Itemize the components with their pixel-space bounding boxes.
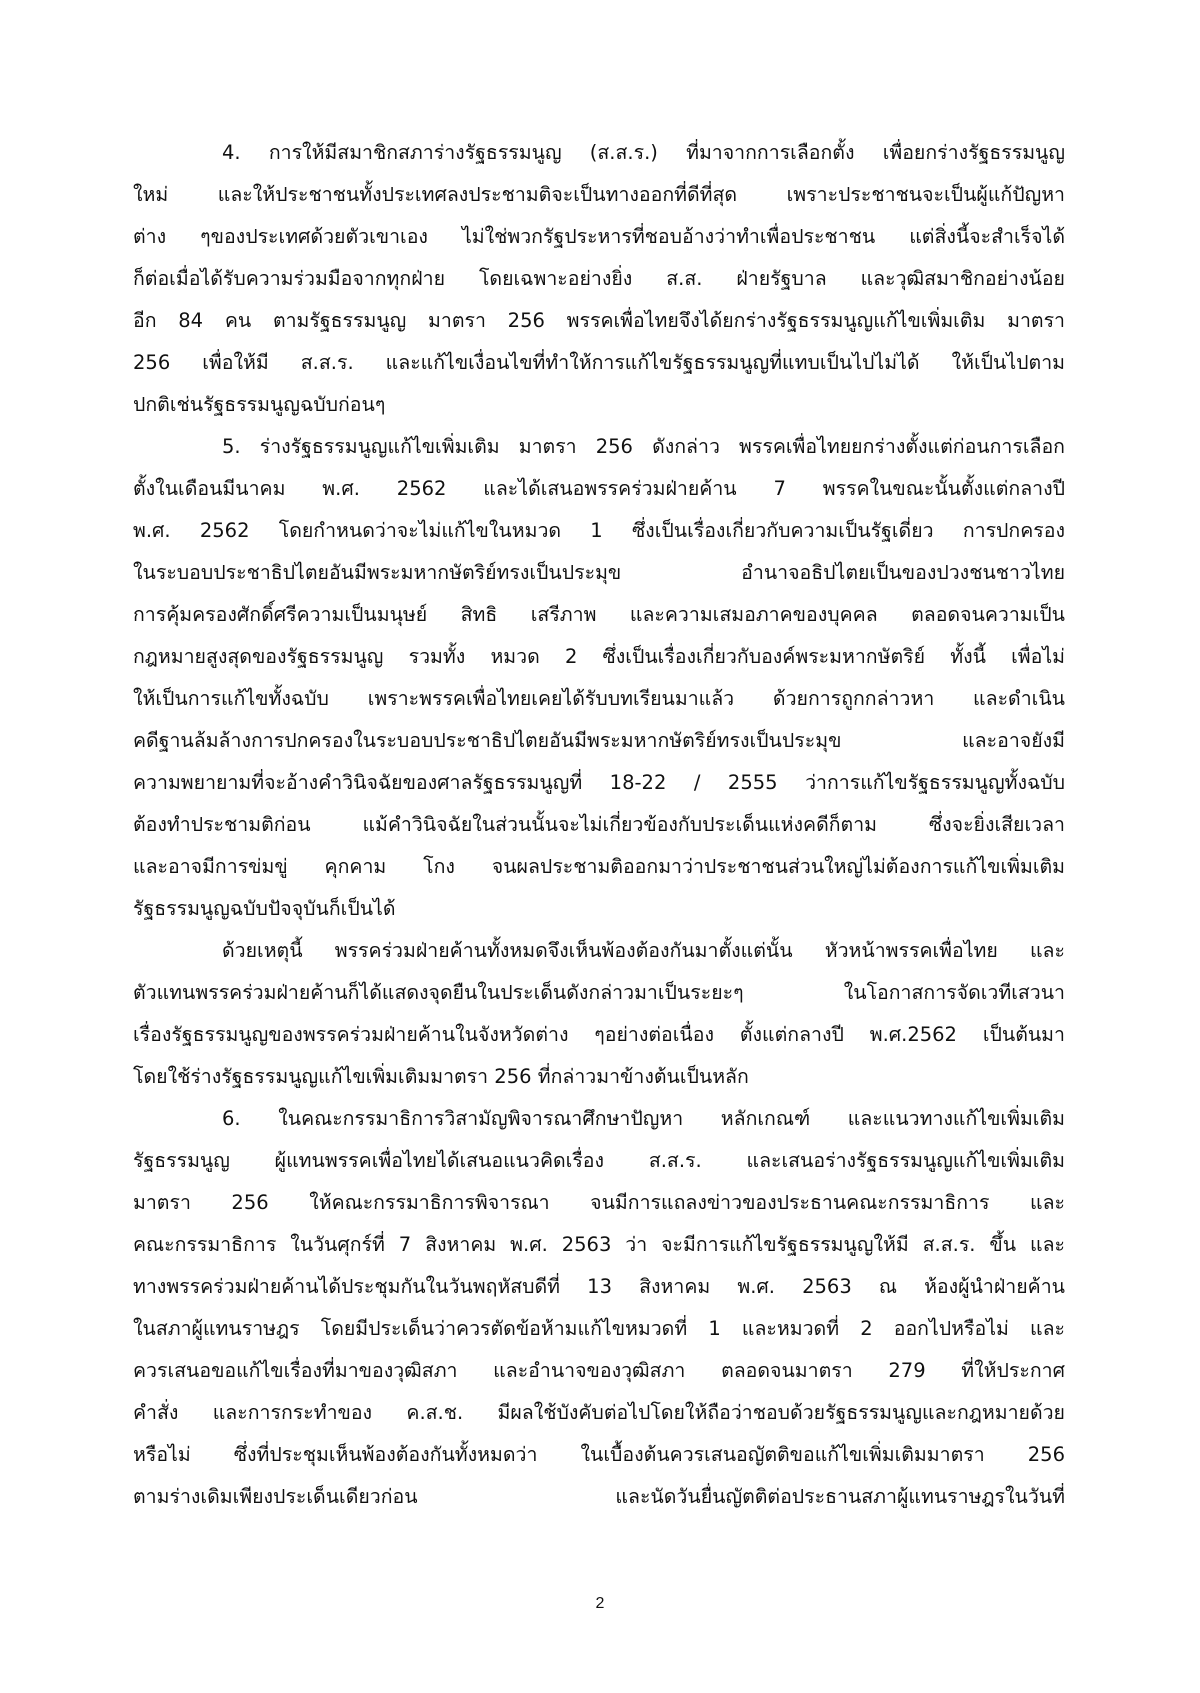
paragraph-line: ด้วยเหตุนี้ พรรคร่วมฝ่ายค้านทั้งหมดจึงเห็นพ้องต้องกันมาตั้งแต่นั้น หัวหน้าพรรคเพื่อไทย และ	[222, 939, 1065, 962]
paragraph-line: ตั้งในเดือนมีนาคม พ.ศ. 2562 และได้เสนอพรรคร่วมฝ่ายค้าน 7 พรรคในขณะนั้นตั้งแต่กลางปี	[133, 477, 1065, 500]
paragraph-line: ต้องทำประชามติก่อน แม้คำวินิจฉัยในส่วนนั้นจะไม่เกี่ยวข้องกับประเด็นแห่งคดีก็ตาม ซึ่งจะยิ่งเสียเวลา	[133, 813, 1065, 836]
paragraph-line: ควรเสนอขอแก้ไขเรื่องที่มาของวุฒิสภา และอำนาจของวุฒิสภา ตลอดจนมาตรา 279 ที่ให้ประกาศ	[133, 1359, 1065, 1382]
paragraph-line: อีก 84 คน ตามรัฐธรรมนูญ มาตรา 256 พรรคเพื่อไทยจึงได้ยกร่างรัฐธรรมนูญแก้ไขเพิ่มเติม มาตรา	[133, 309, 1065, 332]
paragraph-line: การคุ้มครองศักดิ์ศรีความเป็นมนุษย์ สิทธิ เสรีภาพ และความเสมอภาคของบุคคล ตลอดจนความเป็น	[133, 603, 1065, 626]
paragraph-line: ก็ต่อเมื่อได้รับความร่วมมือจากทุกฝ่าย โดยเฉพาะอย่างยิ่ง ส.ส. ฝ่ายรัฐบาล และวุฒิสมาชิกอย่างน้อย	[133, 267, 1065, 290]
paragraph-line: ในระบอบประชาธิปไตยอันมีพระมหากษัตริย์ทรงเป็นประมุข อำนาจอธิปไตยเป็นของปวงชนชาวไทย	[133, 561, 1065, 584]
paragraph-line: หรือไม่ ซึ่งที่ประชุมเห็นพ้องต้องกันทั้งหมดว่า ในเบื้องต้นควรเสนอญัตติขอแก้ไขเพิ่มเติมมาตรา 256	[133, 1443, 1065, 1466]
paragraph-line: 256 เพื่อให้มี ส.ส.ร. และแก้ไขเงื่อนไขที่ทำให้การแก้ไขรัฐธรรมนูญที่แทบเป็นไปไม่ได้ ให้เป็นไปตาม	[133, 351, 1065, 374]
paragraph-line: ใหม่ และให้ประชาชนทั้งประเทศลงประชามติจะเป็นทางออกที่ดีที่สุด เพราะประชาชนจะเป็นผู้แก้ปัญหา	[133, 183, 1065, 206]
paragraph-line: ความพยายามที่จะอ้างคำวินิจฉัยของศาลรัฐธรรมนูญที่ 18-22 / 2555 ว่าการแก้ไขรัฐธรรมนูญทั้งฉบับ	[133, 771, 1065, 794]
paragraph-line: ให้เป็นการแก้ไขทั้งฉบับ เพราะพรรคเพื่อไทยเคยได้รับบทเรียนมาแล้ว ด้วยการถูกกล่าวหา และดำเนิน	[133, 687, 1065, 710]
paragraph-line: คณะกรรมาธิการ ในวันศุกร์ที่ 7 สิงหาคม พ.ศ. 2563 ว่า จะมีการแก้ไขรัฐธรรมนูญให้มี ส.ส.ร. ขึ้น และ	[133, 1233, 1065, 1256]
page-number: 2	[595, 1595, 605, 1612]
paragraph-line: 4. การให้มีสมาชิกสภาร่างรัฐธรรมนูญ (ส.ส.ร.) ที่มาจากการเลือกตั้ง เพื่อยกร่างรัฐธรรมนูญ	[222, 141, 1065, 164]
paragraph-line: ทางพรรคร่วมฝ่ายค้านได้ประชุมกันในวันพฤหัสบดีที่ 13 สิงหาคม พ.ศ. 2563 ณ ห้องผู้นำฝ่ายค้าน	[133, 1275, 1065, 1298]
paragraph-line: ตัวแทนพรรคร่วมฝ่ายค้านก็ได้แสดงจุดยืนในประเด็นดังกล่าวมาเป็นระยะๆ ในโอกาสการจัดเวทีเสวนา	[133, 981, 1065, 1004]
paragraph-line: และอาจมีการข่มขู่ คุกคาม โกง จนผลประชามติออกมาว่าประชาชนส่วนใหญ่ไม่ต้องการแก้ไขเพิ่มเติม	[133, 855, 1065, 878]
paragraph-line: ต่าง ๆของประเทศด้วยตัวเขาเอง ไม่ใช่พวกรัฐประหารที่ชอบอ้างว่าทำเพื่อประชาชน แต่สิ่งนี้จะสำเร็จได้	[133, 225, 1065, 248]
paragraph-line: คำสั่ง และการกระทำของ ค.ส.ช. มีผลใช้บังคับต่อไปโดยให้ถือว่าชอบด้วยรัฐธรรมนูญและกฎหมายด้วย	[133, 1401, 1065, 1424]
paragraph-line: 5. ร่างรัฐธรรมนูญแก้ไขเพิ่มเติม มาตรา 256 ดังกล่าว พรรคเพื่อไทยยกร่างตั้งแต่ก่อนการเลือก	[222, 435, 1065, 458]
paragraph-line: รัฐธรรมนูญฉบับปัจจุบันก็เป็นได้	[133, 897, 396, 920]
paragraph-line: มาตรา 256 ให้คณะกรรมาธิการพิจารณา จนมีการแถลงข่าวของประธานคณะกรรมาธิการ และ	[133, 1191, 1065, 1214]
paragraph-line: โดยใช้ร่างรัฐธรรมนูญแก้ไขเพิ่มเติมมาตรา 256 ที่กล่าวมาข้างต้นเป็นหลัก	[133, 1065, 749, 1088]
paragraph-line: พ.ศ. 2562 โดยกำหนดว่าจะไม่แก้ไขในหมวด 1 ซึ่งเป็นเรื่องเกี่ยวกับความเป็นรัฐเดี่ยว การปกครอง	[133, 519, 1065, 542]
paragraph-line: กฎหมายสูงสุดของรัฐธรรมนูญ รวมทั้ง หมวด 2 ซึ่งเป็นเรื่องเกี่ยวกับองค์พระมหากษัตริย์ ทั้งนี้ เพื่อไม่	[133, 645, 1065, 668]
paragraph-line: 6. ในคณะกรรมาธิการวิสามัญพิจารณาศึกษาปัญหา หลักเกณฑ์ และแนวทางแก้ไขเพิ่มเติม	[222, 1107, 1065, 1130]
paragraph-line: รัฐธรรมนูญ ผู้แทนพรรคเพื่อไทยได้เสนอแนวคิดเรื่อง ส.ส.ร. และเสนอร่างรัฐธรรมนูญแก้ไขเพิ่มเติม	[133, 1149, 1065, 1172]
paragraph-line: ตามร่างเดิมเพียงประเด็นเดียวก่อน และนัดวันยื่นญัตติต่อประธานสภาผู้แทนราษฎรในวันที่	[133, 1485, 1065, 1508]
paragraph-line: คดีฐานล้มล้างการปกครองในระบอบประชาธิปไตยอันมีพระมหากษัตริย์ทรงเป็นประมุข และอาจยังมี	[133, 729, 1065, 752]
paragraph-line: เรื่องรัฐธรรมนูญของพรรคร่วมฝ่ายค้านในจังหวัดต่าง ๆอย่างต่อเนื่อง ตั้งแต่กลางปี พ.ศ.2562 เป็นต้นมา	[133, 1023, 1065, 1046]
paragraph-line: ในสภาผู้แทนราษฎร โดยมีประเด็นว่าควรตัดข้อห้ามแก้ไขหมวดที่ 1 และหมวดที่ 2 ออกไปหรือไม่ และ	[133, 1317, 1065, 1340]
paragraph-line: ปกติเช่นรัฐธรรมนูญฉบับก่อนๆ	[133, 393, 386, 416]
